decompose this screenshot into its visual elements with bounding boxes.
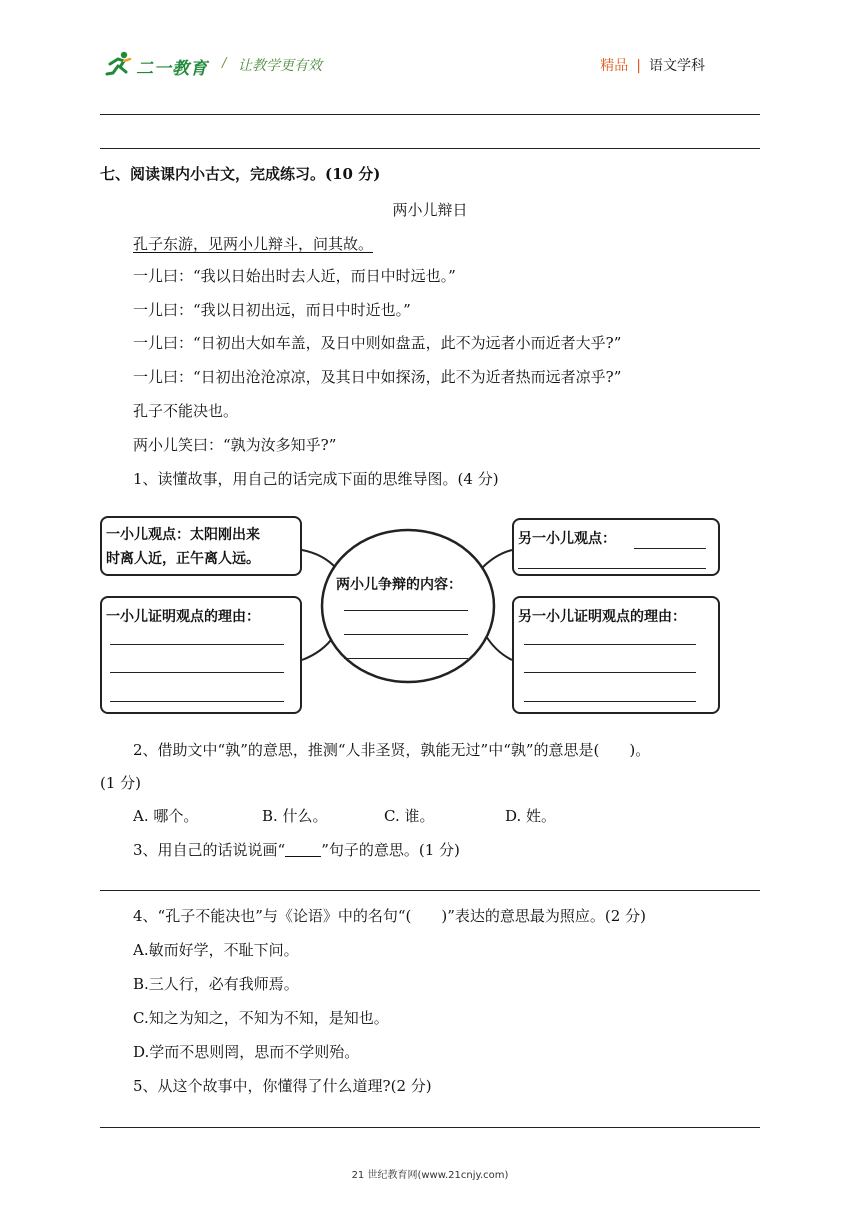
question-1: 1、读懂故事，用自己的话完成下面的思维导图。(4 分) [133,470,499,488]
dispute-content-label: 两小儿争辩的内容： [336,577,462,593]
passage-line: 一儿曰：“日初出沧沧凉凉，及其日中如探汤，此不为近者热而远者凉乎?” [133,368,622,386]
option-b[interactable]: B. 什么。 [262,807,328,825]
child-1-reason-label: 一小儿证明观点的理由： [106,609,260,625]
passage-line: 孔子不能决也。 [133,402,239,420]
passage-line: 两小儿笑曰：“孰为汝多知乎?” [133,436,337,454]
answer-line[interactable] [524,644,696,645]
passage-line: 一儿曰：“日初出大如车盖，及日中则如盘盂，此不为远者小而近者大乎?” [133,334,622,352]
answer-line[interactable] [344,658,468,659]
passage-line-underlined: 孔子东游，见两小儿辩斗，问其故。 [133,235,374,253]
question-3 [133,840,460,860]
answer-line[interactable] [518,568,706,569]
answer-line-top-2 [100,148,760,149]
header-divider: | [636,58,641,74]
logo-text: 二一教育 [136,59,208,79]
answer-line[interactable] [110,672,284,673]
option-a[interactable]: A. 哪个。 [133,807,199,825]
child-1-view-line1: 一小儿观点：太阳刚出来 [106,527,260,543]
answer-line[interactable] [524,672,696,673]
logo-separator: / [222,56,227,71]
passage-line: 一儿曰：“我以日初出远，而日中时近也。” [133,301,411,319]
answer-line-top-1 [100,114,760,115]
answer-line[interactable] [634,548,706,549]
question-5: 5、从这个故事中，你懂得了什么道理?(2 分) [133,1077,432,1095]
logo-slogan: 让教学更有效 [238,58,322,74]
answer-line[interactable] [344,634,468,635]
quality-badge: 精品 [600,58,629,74]
q4-option-d[interactable]: D.学而不思则罔，思而不学则殆。 [133,1043,360,1061]
option-d[interactable]: D. 姓。 [505,807,557,825]
answer-line-q3[interactable] [100,890,760,891]
question-4: 4、“孔子不能决也”与《论语》中的名句“( )”表达的意思最为照应。(2 分) [133,907,646,925]
child-2-view-label: 另一小儿观点： [518,531,616,547]
underline-mark [285,842,321,857]
page-footer: 21 世纪教育网(www.21cnjy.com) [351,1170,509,1181]
child-1-view-line2: 时离人近，正午离人远。 [106,551,260,567]
header-subject [600,55,705,75]
header-logo [104,48,324,82]
passage-line: 一儿曰：“我以日始出时去人近，而日中时远也。” [133,267,456,285]
answer-line-q5[interactable] [100,1127,760,1128]
option-c[interactable]: C. 谁。 [384,807,435,825]
child-2-reason-label: 另一小儿证明观点的理由： [518,609,686,625]
question-2-score: (1 分) [100,774,142,792]
mind-map [98,510,722,716]
q4-option-c[interactable]: C.知之为知之，不知为不知，是知也。 [133,1009,389,1027]
subject-label: 语文学科 [649,58,705,74]
answer-line[interactable] [110,644,284,645]
answer-line[interactable] [344,610,468,611]
question-2: 2、借助文中“孰”的意思，推测“人非圣贤，孰能无过”中“孰”的意思是( )。 [133,741,651,759]
q4-option-b[interactable]: B.三人行，必有我师焉。 [133,975,299,993]
question-3-after: ”句子的意思。(1 分) [321,841,460,859]
answer-line[interactable] [524,701,696,702]
question-3-before: 3、用自己的话说说画“ [133,841,286,859]
q4-option-a[interactable]: A.敏而好学，不耻下问。 [133,941,299,959]
section-title: 七、阅读课内小古文，完成练习。(10 分) [100,165,381,183]
runner-logo-icon [104,50,134,78]
passage-title: 两小儿辩日 [392,201,468,219]
answer-line[interactable] [110,701,284,702]
